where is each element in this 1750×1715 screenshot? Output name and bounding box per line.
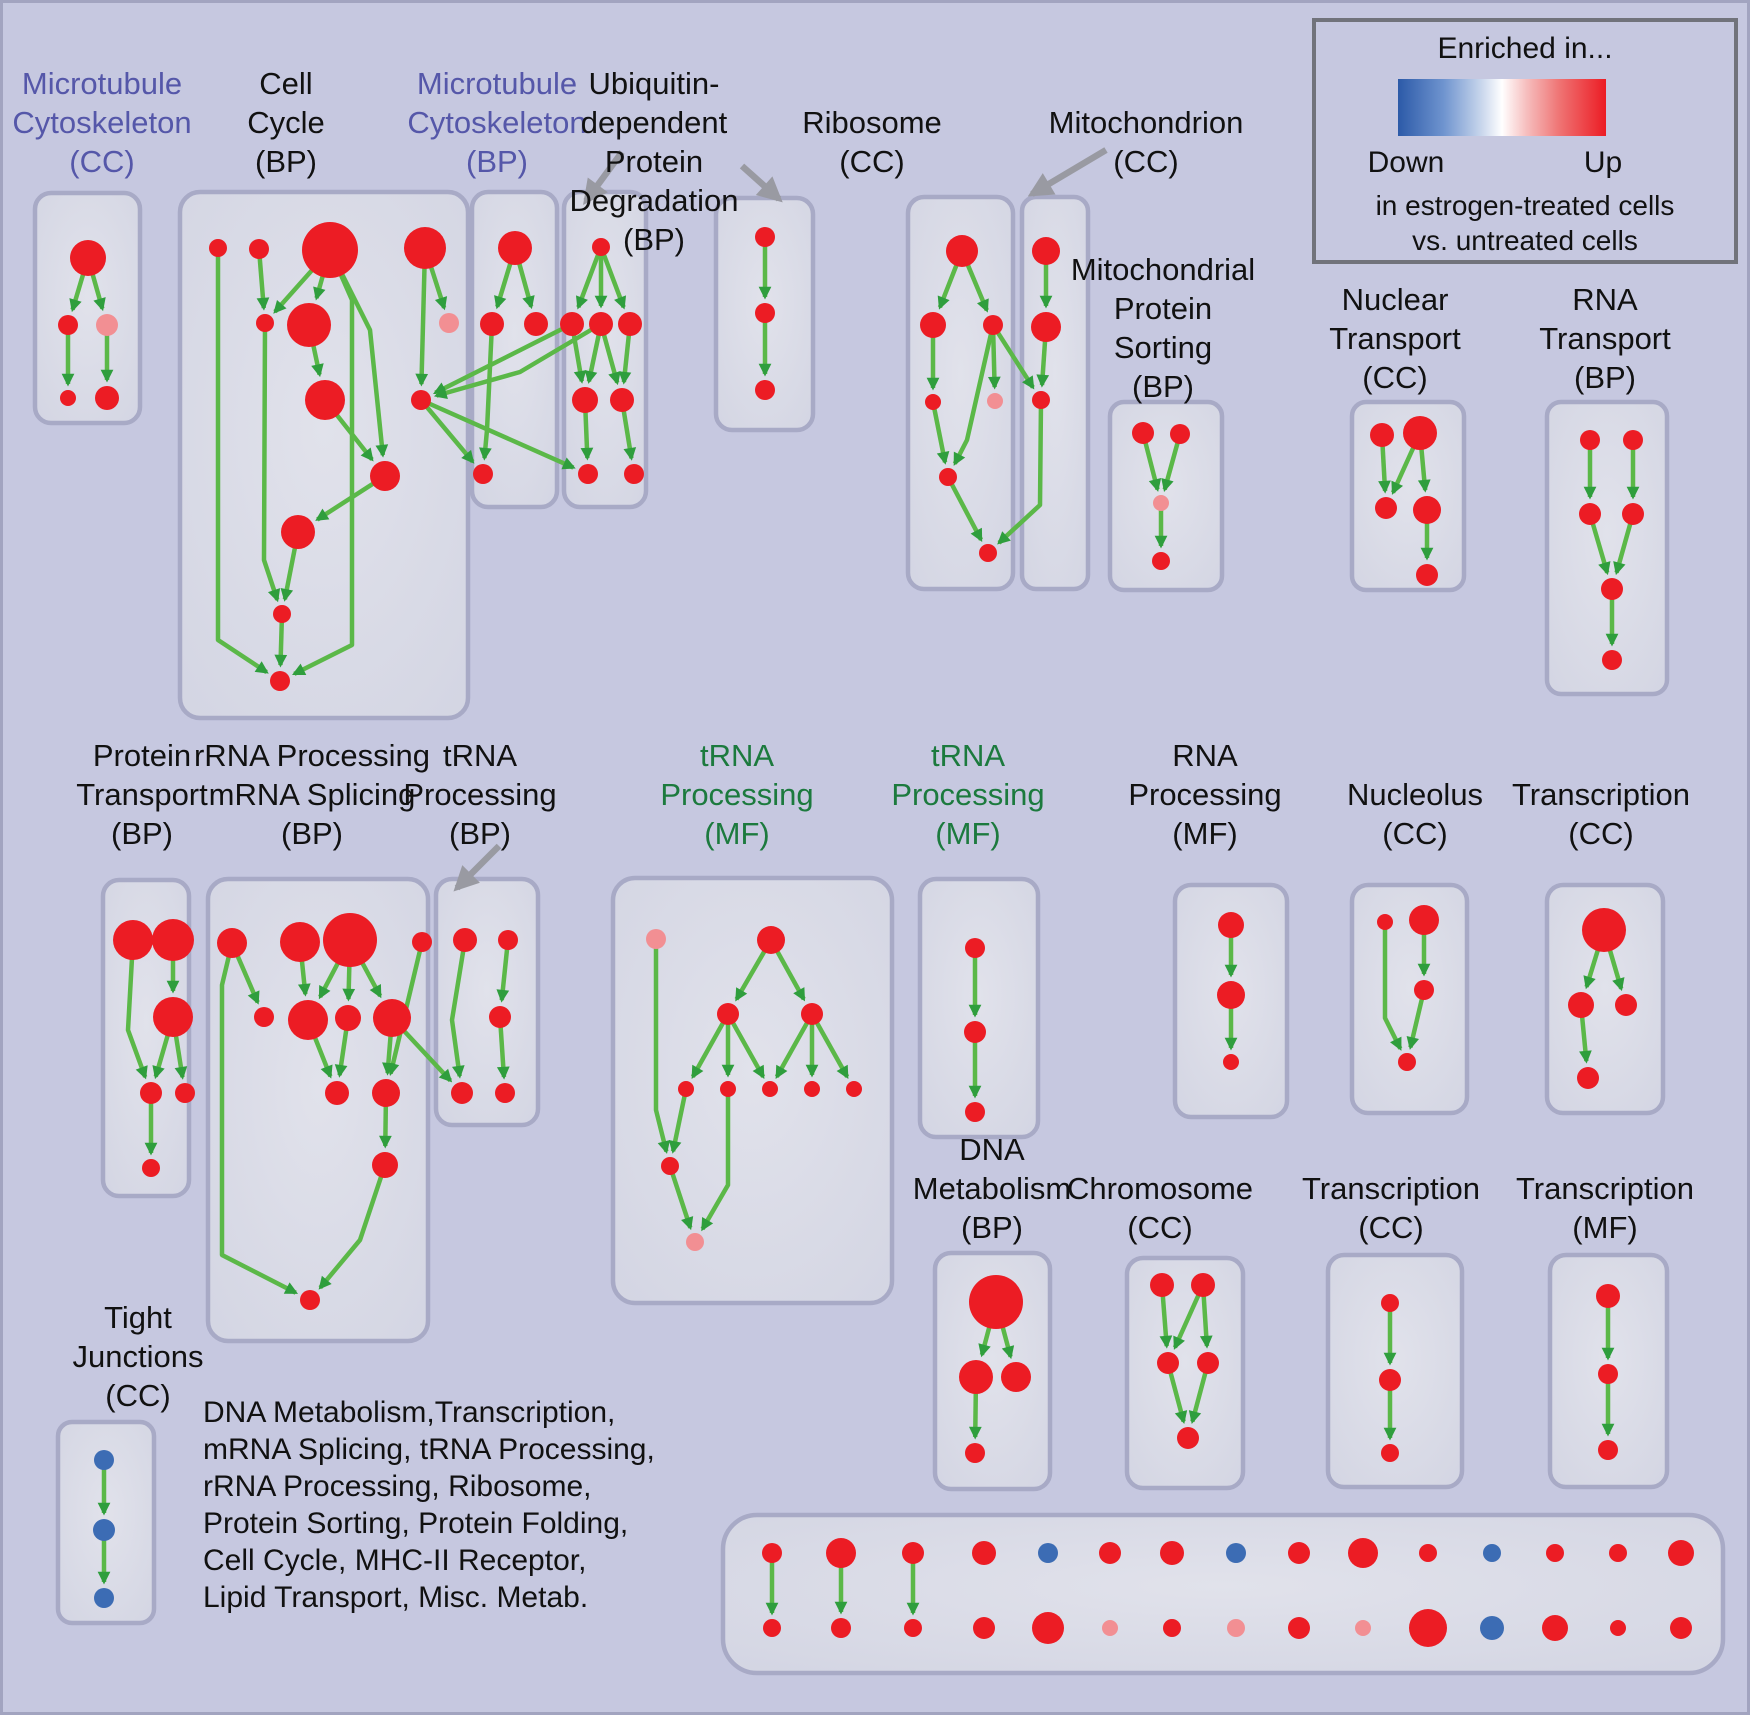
node-up-red [983, 315, 1003, 335]
node-up-red [1609, 1544, 1627, 1562]
dna-metabolism-label-line-3: (BP) [961, 1210, 1023, 1245]
legend-down-label: Down [1367, 146, 1445, 179]
node-up-red [412, 932, 432, 952]
node-up-red [1348, 1538, 1378, 1568]
node-up-red [755, 380, 775, 400]
rna-mf-label-line-2: Processing [1128, 777, 1282, 812]
node-up-red [1157, 1352, 1179, 1374]
misc-line-3: rRNA Processing, Ribosome, [203, 1470, 592, 1503]
transcription-cc3-label-line-2: (CC) [1358, 1210, 1424, 1245]
nuclear-transport-label-line-3: (CC) [1362, 360, 1428, 395]
ubiquitin-label-label-line-5: (BP) [623, 222, 685, 257]
nuclear-transport-label-line-2: Transport [1329, 321, 1461, 356]
node-up-red [1622, 503, 1644, 525]
node-up-red [489, 1006, 511, 1028]
mito-sorting-label-line-1: Mitochondrial [1070, 252, 1256, 287]
node-up-red [404, 227, 446, 269]
node-up-red [480, 312, 504, 336]
node-up-red [1001, 1362, 1031, 1392]
node-up-red [58, 315, 78, 335]
node-up-red [524, 312, 548, 336]
node-up-red [1542, 1615, 1568, 1641]
node-up-pink [1227, 1619, 1245, 1637]
node-up-red [1132, 422, 1154, 444]
node-up-red [720, 1081, 736, 1097]
node-up-red [755, 227, 775, 247]
node-up-red [281, 515, 315, 549]
protein-transport-label-line-3: (BP) [111, 816, 173, 851]
tight-junctions-label-line-3: (CC) [105, 1378, 171, 1413]
node-up-red [1601, 578, 1623, 600]
node-up-red [1099, 1542, 1121, 1564]
node-down-blue [93, 1519, 115, 1541]
node-up-red [572, 387, 598, 413]
node-up-red [965, 1443, 985, 1463]
node-up-red [1379, 1369, 1401, 1391]
node-up-red [1218, 912, 1244, 938]
transcription-mf-label-line-2: (MF) [1572, 1210, 1638, 1245]
node-up-red [846, 1081, 862, 1097]
node-up-red [1403, 416, 1437, 450]
microtubule-cc-label-line-3: (CC) [69, 144, 135, 179]
node-up-red [1413, 496, 1441, 524]
node-up-red [1191, 1273, 1215, 1297]
nucleolus-label-line-1: Nucleolus [1346, 777, 1484, 812]
node-up-red [1414, 980, 1434, 1000]
node-up-red [979, 544, 997, 562]
node-up-red [1177, 1427, 1199, 1449]
node-up-red [372, 1152, 398, 1178]
node-up-red [305, 380, 345, 420]
node-up-red [965, 938, 985, 958]
node-up-red [1288, 1542, 1310, 1564]
node-up-red [1381, 1294, 1399, 1312]
node-up-red [1602, 650, 1622, 670]
node-up-red [60, 390, 76, 406]
misc-line-2: mRNA Splicing, tRNA Processing, [203, 1433, 655, 1466]
node-up-red [678, 1081, 694, 1097]
node-up-red [969, 1275, 1023, 1329]
transcription-cc2-label-line-1: Transcription [1511, 777, 1691, 812]
misc-line-4: Protein Sorting, Protein Folding, [203, 1507, 629, 1540]
node-up-red [578, 464, 598, 484]
node-up-red [762, 1543, 782, 1563]
node-up-red [959, 1360, 993, 1394]
node-up-red [273, 605, 291, 623]
node-up-pink [686, 1233, 704, 1251]
microtubule-bp-label-line-2: Cytoskeleton [407, 105, 587, 140]
node-up-red [763, 1619, 781, 1637]
ubiquitin-label-label-line-4: Degradation [569, 183, 739, 218]
node-down-blue [94, 1588, 114, 1608]
node-up-red [1580, 430, 1600, 450]
node-up-red [801, 1003, 823, 1025]
legend-subtitle-line1: in estrogen-treated cells [1375, 190, 1675, 221]
cell-cycle-label-line-2: Cycle [247, 105, 325, 140]
node-up-red [1031, 312, 1061, 342]
node-up-red [153, 997, 193, 1037]
trna-mf-b-label-line-1: tRNA [930, 738, 1006, 773]
trna-bp-label-line-1: tRNA [442, 738, 518, 773]
node-up-red [1370, 423, 1394, 447]
legend-title: Enriched in... [1437, 32, 1613, 65]
node-up-red [925, 394, 941, 410]
node-up-red [592, 238, 610, 256]
node-up-red [902, 1542, 924, 1564]
node-up-red [1152, 552, 1170, 570]
node-down-blue [1480, 1616, 1504, 1640]
node-up-pink [987, 393, 1003, 409]
node-up-red [610, 388, 634, 412]
mitochondrion-cc-pointer-arrow-1 [1032, 150, 1106, 194]
rna-mf-label-line-3: (MF) [1172, 816, 1238, 851]
trna-mf-a-label-line-2: Processing [660, 777, 814, 812]
node-up-red [762, 1081, 778, 1097]
node-up-red [1419, 1544, 1437, 1562]
dna-metabolism-label-line-2: Metabolism [912, 1171, 1072, 1206]
ubiquitin-label-label-line-2: dependent [580, 105, 728, 140]
node-up-red [142, 1159, 160, 1177]
trna-bp-box [436, 879, 538, 1125]
node-up-red [1623, 430, 1643, 450]
cell-cycle-label-line-3: (BP) [255, 144, 317, 179]
node-up-red [1568, 992, 1594, 1018]
node-up-red [217, 928, 247, 958]
node-up-red [140, 1082, 162, 1104]
node-up-red [964, 1021, 986, 1043]
node-up-pink [1355, 1620, 1371, 1636]
misc-line-1: DNA Metabolism,Transcription, [203, 1396, 616, 1429]
node-up-red [372, 1079, 400, 1107]
misc-line-6: Lipid Transport, Misc. Metab. [203, 1581, 589, 1614]
node-up-red [1582, 908, 1626, 952]
transcription-cc3-label-line-1: Transcription [1301, 1171, 1481, 1206]
transcription-mf-label-line-1: Transcription [1515, 1171, 1695, 1206]
node-up-red [1197, 1352, 1219, 1374]
node-up-red [1596, 1284, 1620, 1308]
mitochondrion-cc-label-line-1: Mitochondrion [1048, 105, 1244, 140]
node-up-red [451, 1082, 473, 1104]
node-down-blue [1226, 1543, 1246, 1563]
node-up-red [1217, 981, 1245, 1009]
node-up-red [495, 1083, 515, 1103]
microtubule-bp-label-line-3: (BP) [466, 144, 528, 179]
mitochondrion-cc-label-line-2: (CC) [1113, 144, 1179, 179]
ubiquitin-label-label-line-3: Protein [604, 144, 704, 179]
node-down-blue [1483, 1544, 1501, 1562]
ribosome-cc-label-line-1: Ribosome [802, 105, 942, 140]
node-up-red [560, 312, 584, 336]
mito-sorting-label-line-3: Sorting [1113, 330, 1213, 365]
node-up-red [300, 1290, 320, 1310]
node-up-red [209, 239, 227, 257]
node-up-red [373, 999, 411, 1037]
tight-junctions-label-line-1: Tight [104, 1300, 172, 1335]
chromosome-label-line-1: Chromosome [1066, 1171, 1254, 1206]
microtubule-cc-box [35, 193, 140, 423]
rna-transport-label-line-1: RNA [1572, 282, 1638, 317]
node-up-red [280, 922, 320, 962]
node-up-red [904, 1619, 922, 1637]
node-up-red [1579, 503, 1601, 525]
node-up-red [717, 1003, 739, 1025]
transcription-cc2-label-line-2: (CC) [1568, 816, 1634, 851]
node-up-red [152, 919, 194, 961]
node-up-red [1416, 564, 1438, 586]
node-up-red [70, 240, 106, 276]
chromosome-box [1127, 1258, 1243, 1488]
node-up-red [1032, 1612, 1064, 1644]
node-up-red [113, 920, 153, 960]
node-up-red [1598, 1440, 1618, 1460]
node-up-red [287, 303, 331, 347]
node-up-red [498, 930, 518, 950]
node-up-red [920, 312, 946, 338]
node-up-red [473, 464, 493, 484]
ubiquitin-label-label-line-1: Ubiquitin- [588, 66, 720, 101]
tight-junctions-label-line-2: Junctions [72, 1339, 204, 1374]
rna-transport-label-line-3: (BP) [1574, 360, 1636, 395]
node-up-red [618, 312, 642, 336]
node-up-red [757, 926, 785, 954]
node-up-red [946, 235, 978, 267]
node-up-red [249, 239, 269, 259]
node-up-red [95, 386, 119, 410]
node-up-red [498, 231, 532, 265]
trna-bp-label-line-2: Processing [403, 777, 557, 812]
rna-mf-label-line-1: RNA [1172, 738, 1238, 773]
node-up-red [1409, 1609, 1447, 1647]
node-up-pink [646, 929, 666, 949]
node-up-red [1668, 1540, 1694, 1566]
rna-transport-label-line-2: Transport [1539, 321, 1671, 356]
node-up-red [972, 1541, 996, 1565]
node-down-blue [94, 1450, 114, 1470]
node-down-blue [1038, 1543, 1058, 1563]
node-up-red [826, 1538, 856, 1568]
node-up-red [302, 222, 358, 278]
node-up-red [965, 1102, 985, 1122]
rrna-mrna-label-line-2: mRNA Splicing [208, 777, 416, 812]
node-up-red [1615, 994, 1637, 1016]
node-up-red [411, 390, 431, 410]
node-up-pink [96, 314, 118, 336]
mito-sorting-label-line-4: (BP) [1132, 369, 1194, 404]
rrna-mrna-label-line-3: (BP) [281, 816, 343, 851]
node-up-red [270, 671, 290, 691]
legend-up-label: Up [1583, 146, 1623, 179]
cell-cycle-label-line-1: Cell [259, 66, 313, 101]
node-up-red [1409, 905, 1439, 935]
trna-mf-b-box [920, 879, 1038, 1137]
node-up-red [1160, 1541, 1184, 1565]
microtubule-cc-label-line-2: Cytoskeleton [12, 105, 192, 140]
node-up-red [370, 461, 400, 491]
node-up-red [1381, 1444, 1399, 1462]
node-up-red [1398, 1053, 1416, 1071]
node-up-red [1598, 1364, 1618, 1384]
node-up-red [755, 303, 775, 323]
node-up-red [1032, 237, 1060, 265]
node-up-red [325, 1081, 349, 1105]
node-up-pink [1102, 1620, 1118, 1636]
nuclear-transport-label-line-1: Nuclear [1341, 282, 1449, 317]
node-up-red [175, 1083, 195, 1103]
trna-mf-a-label-line-1: tRNA [699, 738, 775, 773]
node-up-red [1577, 1067, 1599, 1089]
node-up-red [288, 1000, 328, 1040]
node-up-red [453, 928, 477, 952]
node-up-red [804, 1081, 820, 1097]
node-up-red [1170, 424, 1190, 444]
misc-line-5: Cell Cycle, MHC-II Receptor, [203, 1544, 587, 1577]
microtubule-cc-label-line-1: Microtubule [21, 66, 183, 101]
trna-bp-label-line-3: (BP) [449, 816, 511, 851]
nucleolus-label-line-2: (CC) [1382, 816, 1448, 851]
node-up-red [1032, 391, 1050, 409]
trna-mf-b-label-line-3: (MF) [935, 816, 1001, 851]
node-up-red [624, 464, 644, 484]
chromosome-label-line-2: (CC) [1127, 1210, 1193, 1245]
protein-transport-label-line-2: Transport [76, 777, 208, 812]
node-up-red [1163, 1619, 1181, 1637]
node-up-pink [439, 313, 459, 333]
node-up-red [661, 1157, 679, 1175]
ubiquitin-label-pointer-arrow-2 [742, 166, 779, 199]
ribosome-cc-label-line-2: (CC) [839, 144, 905, 179]
node-up-red [939, 468, 957, 486]
node-up-red [1288, 1617, 1310, 1639]
trna-mf-b-label-line-2: Processing [891, 777, 1045, 812]
rna-transport-box [1547, 402, 1667, 694]
node-up-red [1610, 1620, 1626, 1636]
rrna-mrna-label-line-1: rRNA Processing [193, 738, 431, 773]
node-up-red [1375, 497, 1397, 519]
node-up-red [1377, 914, 1393, 930]
node-up-red [589, 312, 613, 336]
node-up-red [256, 314, 274, 332]
node-up-red [254, 1007, 274, 1027]
node-up-pink [1153, 495, 1169, 511]
node-up-red [1150, 1273, 1174, 1297]
node-up-red [1546, 1544, 1564, 1562]
node-up-red [973, 1617, 995, 1639]
node-up-red [323, 913, 377, 967]
mixed-box [723, 1515, 1723, 1673]
dna-metabolism-label-line-1: DNA [959, 1132, 1025, 1167]
trna-mf-a-label-line-3: (MF) [704, 816, 770, 851]
node-up-red [831, 1618, 851, 1638]
node-up-red [1670, 1617, 1692, 1639]
microtubule-bp-label-line-1: Microtubule [416, 66, 578, 101]
protein-transport-label-line-1: Protein [92, 738, 192, 773]
node-up-red [1223, 1054, 1239, 1070]
legend-subtitle-line2: vs. untreated cells [1412, 225, 1638, 256]
node-up-red [335, 1005, 361, 1031]
mito-sorting-label-line-2: Protein [1113, 291, 1213, 326]
